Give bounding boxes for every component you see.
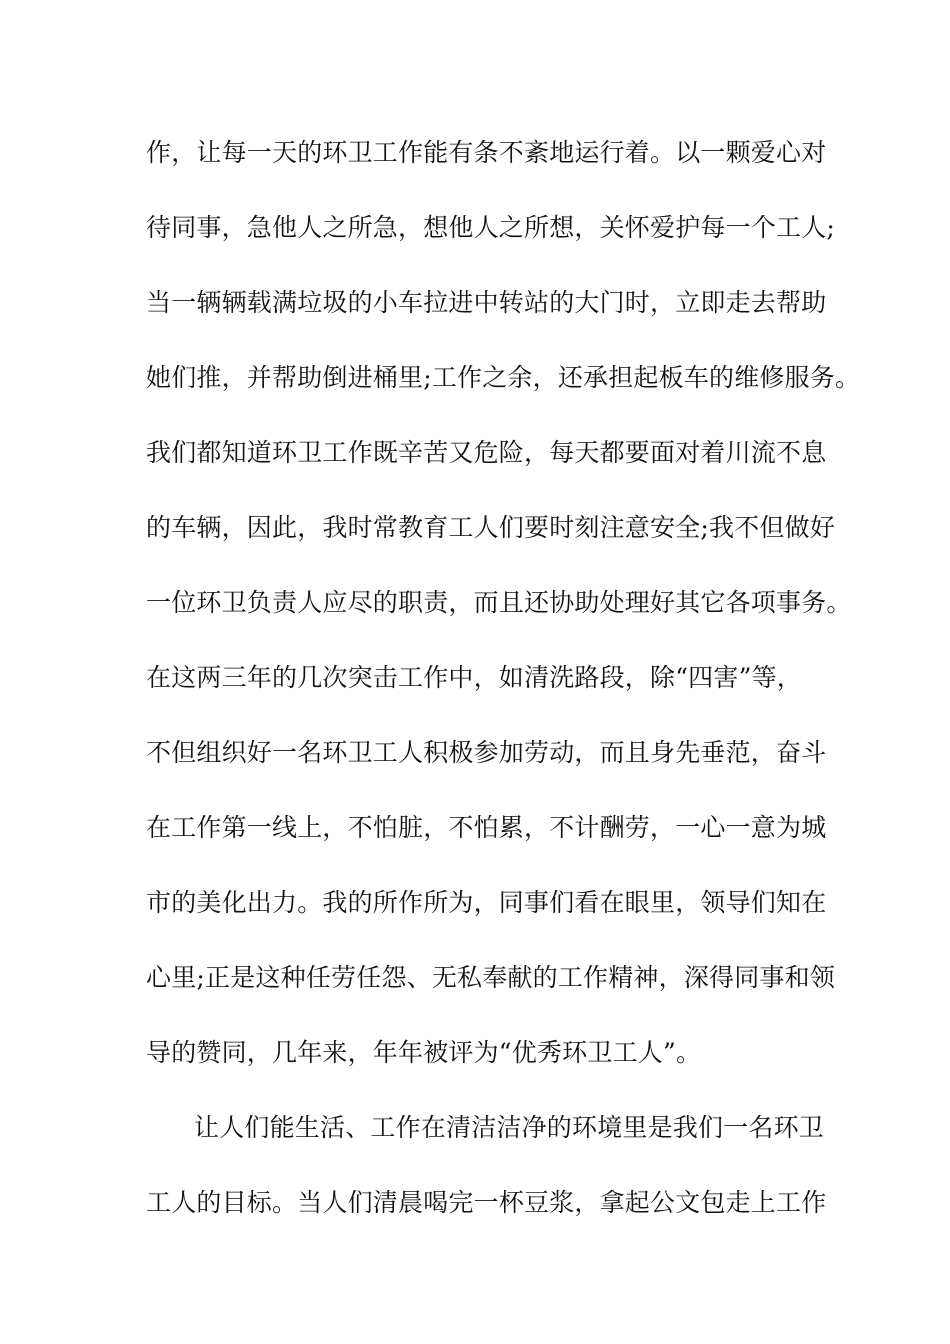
text-line: 当一辆辆载满垃圾的小车拉进中转站的大门时，立即走去帮助 (146, 288, 827, 317)
text-line: 在这两三年的几次突击工作中，如清洗路段，除“四害”等， (146, 663, 802, 692)
text-line: 市的美化出力。我的所作所为，同事们看在眼里，领导们知在 (146, 888, 827, 917)
text-line: 不但组织好一名环卫工人积极参加劳动，而且身先垂范，奋斗 (146, 738, 827, 767)
paragraph-start-line: 让人们能生活、工作在清洁洁净的环境里是我们一名环卫 (194, 1113, 825, 1142)
text-line: 心里;正是这种任劳任怨、无私奉献的工作精神，深得同事和领 (146, 963, 836, 992)
text-line: 在工作第一线上，不怕脏，不怕累，不计酬劳，一心一意为城 (146, 813, 827, 842)
text-line: 我们都知道环卫工作既辛苦又危险，每天都要面对着川流不息 (146, 438, 827, 467)
text-line: 她们推，并帮助倒进桶里;工作之余，还承担起板车的维修服务。 (146, 363, 861, 392)
text-line: 待同事，急他人之所急，想他人之所想，关怀爱护每一个工人; (146, 213, 836, 242)
text-line: 工人的目标。当人们清晨喝完一杯豆浆，拿起公文包走上工作 (146, 1188, 827, 1217)
text-line: 作，让每一天的环卫工作能有条不紊地运行着。以一颗爱心对 (146, 138, 827, 167)
text-line: 导的赞同，几年来，年年被评为“优秀环卫工人”。 (146, 1038, 702, 1067)
body-text (146, 133, 861, 1258)
text-line: 一位环卫负责人应尽的职责，而且还协助处理好其它各项事务。 (146, 588, 852, 617)
text-line: 的车辆，因此，我时常教育工人们要时刻注意安全;我不但做好 (146, 513, 836, 542)
